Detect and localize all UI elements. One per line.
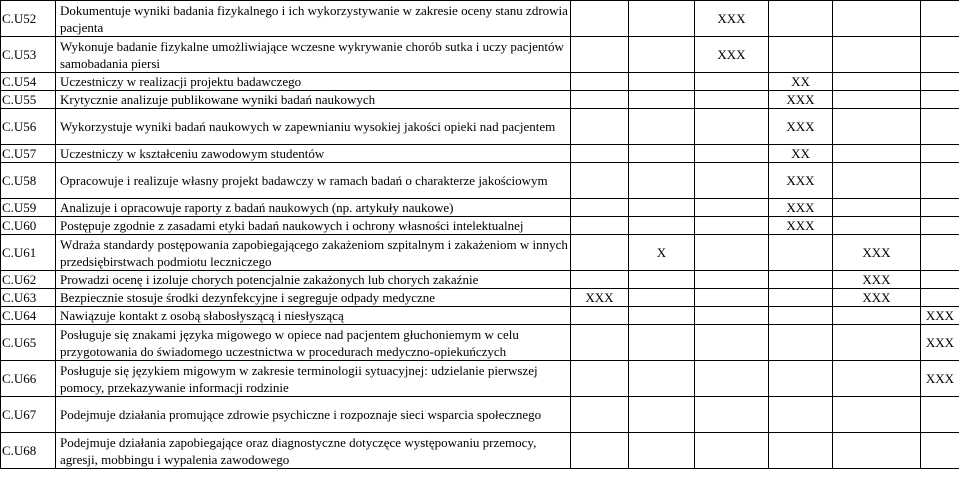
- mark-cell: XXX: [571, 289, 629, 307]
- table-row: [1, 37, 959, 73]
- outcome-description: [56, 73, 571, 91]
- mark-cell: [833, 397, 921, 433]
- mark-cell: [769, 37, 833, 73]
- mark-cell: XXX: [769, 199, 833, 217]
- mark-cell: [571, 217, 629, 235]
- outcome-description: [56, 433, 571, 469]
- mark-cell: [833, 109, 921, 145]
- outcome-code: C.U52: [1, 1, 56, 37]
- mark-cell: [629, 271, 695, 289]
- outcome-code: C.U59: [1, 199, 56, 217]
- outcome-description-text: Uczestniczy w realizacji projektu badawczego: [60, 74, 302, 89]
- outcome-description: [56, 271, 571, 289]
- mark-cell: XXX: [769, 163, 833, 199]
- mark-cell: [571, 325, 629, 361]
- mark-cell: [629, 145, 695, 163]
- mark-cell: [571, 361, 629, 397]
- outcome-code: C.U54: [1, 73, 56, 91]
- mark-cell: [629, 37, 695, 73]
- table-row: [1, 235, 959, 271]
- mark-cell: [921, 235, 959, 271]
- mark-cell: [921, 433, 959, 469]
- outcome-description: [56, 199, 571, 217]
- outcome-description: [56, 217, 571, 235]
- mark-cell: [695, 235, 769, 271]
- mark-cell: [695, 199, 769, 217]
- outcome-description: [56, 37, 571, 73]
- table-row: [1, 199, 959, 217]
- mark-cell: [833, 433, 921, 469]
- table-row: [1, 73, 959, 91]
- mark-cell: [769, 271, 833, 289]
- table-row: [1, 163, 959, 199]
- outcome-code: C.U67: [1, 397, 56, 433]
- mark-cell: [833, 37, 921, 73]
- mark-cell: [695, 361, 769, 397]
- mark-cell: [571, 235, 629, 271]
- table-row: [1, 1, 959, 37]
- outcome-description-text: Opracowuje i realizuje własny projekt badawczy w ramach badań o charakterze jakościowym: [60, 173, 548, 188]
- mark-cell: [571, 37, 629, 73]
- outcome-description-text: Prowadzi ocenę i izoluje chorych potencjalnie zakażonych lub chorych zakaźnie: [60, 272, 479, 287]
- mark-cell: [833, 307, 921, 325]
- mark-cell: [629, 91, 695, 109]
- mark-cell: [629, 73, 695, 91]
- mark-cell: [629, 109, 695, 145]
- outcome-description: [56, 109, 571, 145]
- mark-cell: XXX: [921, 307, 959, 325]
- mark-cell: [629, 361, 695, 397]
- outcome-description-text: Podejmuje działania promujące zdrowie psychiczne i rozpoznaje sieci wsparcia społecznego: [60, 407, 542, 422]
- mark-cell: [571, 109, 629, 145]
- outcome-code: C.U60: [1, 217, 56, 235]
- mark-cell: XXX: [833, 271, 921, 289]
- mark-cell: [629, 217, 695, 235]
- mark-cell: XXX: [833, 235, 921, 271]
- outcome-description: [56, 307, 571, 325]
- mark-cell: [833, 217, 921, 235]
- mark-cell: [629, 307, 695, 325]
- outcome-description-text: Uczestniczy w kształceniu zawodowym studentów: [60, 146, 325, 161]
- mark-cell: [833, 1, 921, 37]
- outcome-description-text: Dokumentuje wyniki badania fizykalnego i ich wykorzystywanie w zakresie oceny stanu zdrowia pacjenta: [60, 2, 568, 35]
- outcome-description: [56, 163, 571, 199]
- mark-cell: [833, 163, 921, 199]
- outcome-description: [56, 289, 571, 307]
- outcome-description-text: Wykonuje badanie fizykalne umożliwiające wczesne wykrywanie chorób sutka i uczy pacjentów samobadania piersi: [60, 38, 564, 71]
- mark-cell: [833, 145, 921, 163]
- outcome-description-text: Nawiązuje kontakt z osobą słabosłyszącą i niesłyszącą: [60, 308, 344, 323]
- outcome-code: C.U62: [1, 271, 56, 289]
- outcome-code: C.U55: [1, 91, 56, 109]
- mark-cell: XXX: [921, 361, 959, 397]
- mark-cell: [769, 289, 833, 307]
- mark-cell: [695, 145, 769, 163]
- mark-cell: [921, 73, 959, 91]
- outcome-description-text: Wdraża standardy postępowania zapobiegającego zakażeniom szpitalnym i zakażeniom w innych przedsiębirstwach podmiotu leczniczego: [60, 236, 568, 269]
- outcome-description-text: Krytycznie analizuje publikowane wyniki badań naukowych: [60, 92, 376, 107]
- outcome-description: [56, 145, 571, 163]
- mark-cell: [695, 397, 769, 433]
- mark-cell: [769, 325, 833, 361]
- mark-cell: [571, 163, 629, 199]
- outcome-code: C.U66: [1, 361, 56, 397]
- mark-cell: [695, 109, 769, 145]
- mark-cell: [921, 1, 959, 37]
- mark-cell: [921, 163, 959, 199]
- table-row: [1, 217, 959, 235]
- mark-cell: [921, 37, 959, 73]
- mark-cell: XX: [769, 145, 833, 163]
- outcome-description-text: Posługuje się językiem migowym w zakresie terminologii sytuacyjnej: udzielanie pierwszej pomocy, przekazywanie informacji rodzinie: [60, 362, 538, 395]
- outcome-description: [56, 1, 571, 37]
- mark-cell: [769, 235, 833, 271]
- mark-cell: [921, 289, 959, 307]
- mark-cell: [571, 397, 629, 433]
- outcome-description: [56, 235, 571, 271]
- table-row: [1, 433, 959, 469]
- mark-cell: [629, 199, 695, 217]
- table-row: [1, 145, 959, 163]
- outcome-code: C.U63: [1, 289, 56, 307]
- outcome-code: C.U56: [1, 109, 56, 145]
- mark-cell: [629, 397, 695, 433]
- outcome-code: C.U64: [1, 307, 56, 325]
- mark-cell: XXX: [833, 289, 921, 307]
- mark-cell: XXX: [769, 217, 833, 235]
- outcome-description: [56, 397, 571, 433]
- mark-cell: [695, 307, 769, 325]
- mark-cell: [571, 271, 629, 289]
- mark-cell: [833, 199, 921, 217]
- mark-cell: [921, 271, 959, 289]
- mark-cell: [571, 433, 629, 469]
- mark-cell: [769, 361, 833, 397]
- table-row: [1, 307, 959, 325]
- mark-cell: XXX: [695, 37, 769, 73]
- table-row: [1, 289, 959, 307]
- mark-cell: [629, 163, 695, 199]
- table-row: [1, 271, 959, 289]
- outcome-code: C.U68: [1, 433, 56, 469]
- outcome-description-text: Posługuje się znakami języka migowego w opiece nad pacjentem głuchoniemym w celu przygotowania do świadomego uczestnictwa w procedurach medyczno-opiekuńczych: [60, 326, 519, 359]
- mark-cell: [695, 91, 769, 109]
- outcome-code: C.U53: [1, 37, 56, 73]
- mark-cell: [695, 217, 769, 235]
- mark-cell: [695, 73, 769, 91]
- table-row: [1, 361, 959, 397]
- mark-cell: [571, 145, 629, 163]
- outcome-description-text: Bezpiecznie stosuje środki dezynfekcyjne i segreguje odpady medyczne: [60, 290, 436, 305]
- mark-cell: [921, 109, 959, 145]
- mark-cell: [769, 307, 833, 325]
- outcome-code: C.U58: [1, 163, 56, 199]
- mark-cell: XXX: [769, 109, 833, 145]
- mark-cell: XXX: [769, 91, 833, 109]
- mark-cell: [921, 91, 959, 109]
- outcome-description-text: Analizuje i opracowuje raporty z badań naukowych (np. artykuły naukowe): [60, 200, 454, 215]
- mark-cell: XX: [769, 73, 833, 91]
- mark-cell: [571, 307, 629, 325]
- mark-cell: [629, 325, 695, 361]
- outcome-code: C.U61: [1, 235, 56, 271]
- mark-cell: [695, 163, 769, 199]
- mark-cell: [769, 397, 833, 433]
- mark-cell: XXX: [695, 1, 769, 37]
- outcome-description-text: Wykorzystuje wyniki badań naukowych w zapewnianiu wysokiej jakości opieki nad pacjentem: [60, 119, 556, 134]
- mark-cell: [695, 289, 769, 307]
- mark-cell: [769, 1, 833, 37]
- mark-cell: [833, 361, 921, 397]
- mark-cell: [769, 433, 833, 469]
- mark-cell: [833, 73, 921, 91]
- outcome-description: [56, 361, 571, 397]
- mark-cell: [921, 199, 959, 217]
- table-row: [1, 91, 959, 109]
- mark-cell: [571, 1, 629, 37]
- outcome-description: [56, 325, 571, 361]
- outcome-code: C.U65: [1, 325, 56, 361]
- mark-cell: [629, 289, 695, 307]
- outcome-code: C.U57: [1, 145, 56, 163]
- mark-cell: [921, 217, 959, 235]
- mark-cell: [921, 397, 959, 433]
- outcome-description: [56, 91, 571, 109]
- mark-cell: [695, 433, 769, 469]
- table-row: [1, 397, 959, 433]
- table-row: [1, 109, 959, 145]
- table-row: [1, 325, 959, 361]
- outcome-description-text: Postępuje zgodnie z zasadami etyki badań naukowych i ochrony własności intelektualnej: [60, 218, 524, 233]
- mark-cell: [571, 73, 629, 91]
- mark-cell: [571, 199, 629, 217]
- table-body: [1, 1, 959, 469]
- mark-cell: [629, 433, 695, 469]
- outcome-description-text: Podejmuje działania zapobiegające oraz diagnostyczne dotyczęce występowaniu przemocy, agresji, mobbingu i wypalenia zawodowego: [60, 434, 537, 467]
- mark-cell: [695, 271, 769, 289]
- mark-cell: [833, 91, 921, 109]
- mark-cell: [921, 145, 959, 163]
- mark-cell: [695, 325, 769, 361]
- mark-cell: X: [629, 235, 695, 271]
- mark-cell: [629, 1, 695, 37]
- mark-cell: [833, 325, 921, 361]
- mark-cell: XXX: [921, 325, 959, 361]
- mark-cell: [571, 91, 629, 109]
